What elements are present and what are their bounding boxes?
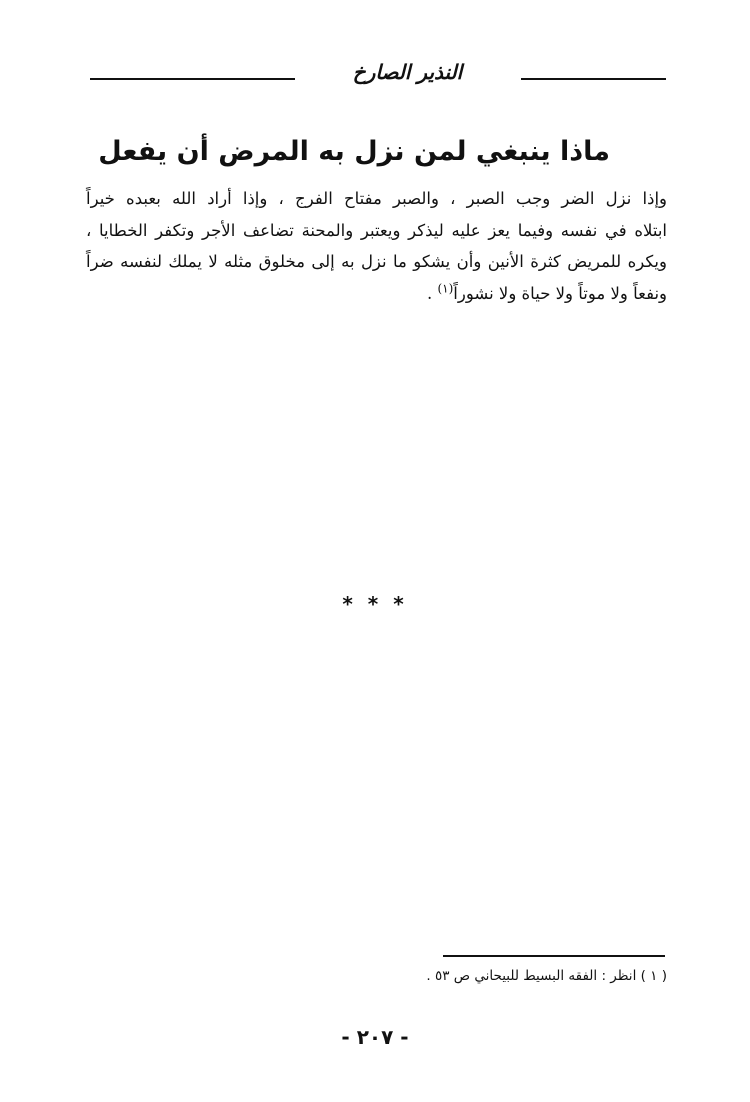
body-line-1: وإذا نزل الضر وجب الصبر ، والصبر مفتاح الفرج ، وإذا أراد الله بعبده خيراً: [86, 189, 667, 208]
footnote-reference[interactable]: (١): [437, 281, 454, 295]
end-punctuation: .: [426, 283, 438, 303]
chapter-title: ماذا ينبغي لمن نزل به المرض أن يفعل: [98, 136, 610, 167]
header-rule-right: [521, 78, 666, 80]
footnote: ( ١ ) انظر : الفقه البسيط للبيحاني ص ٥٣ .: [426, 968, 667, 984]
header-rule-left: [90, 78, 295, 80]
running-header: [90, 58, 666, 88]
body-line-3: ويكره للمريض كثرة الأنين وأن يشكو ما نزل به إلى مخلوق مثله لا يملك لنفسه ضراً: [86, 252, 667, 271]
section-separator: * * *: [342, 592, 408, 616]
body-line-4-text: ونفعاً ولا موتاً ولا حياة ولا نشوراً: [453, 283, 667, 303]
body-paragraph: [86, 183, 667, 309]
page-number: - ٢٠٧ -: [341, 1025, 409, 1049]
body-line-4: [86, 278, 667, 310]
body-line-2: ابتلاه في نفسه وفيما يعز عليه ليذكر ويعتبر والمحنة تضاعف الأجر وتكفر الخطايا ،: [86, 220, 667, 240]
footnote-rule: [443, 955, 665, 957]
running-header-title: النذير الصارخ: [352, 60, 463, 84]
